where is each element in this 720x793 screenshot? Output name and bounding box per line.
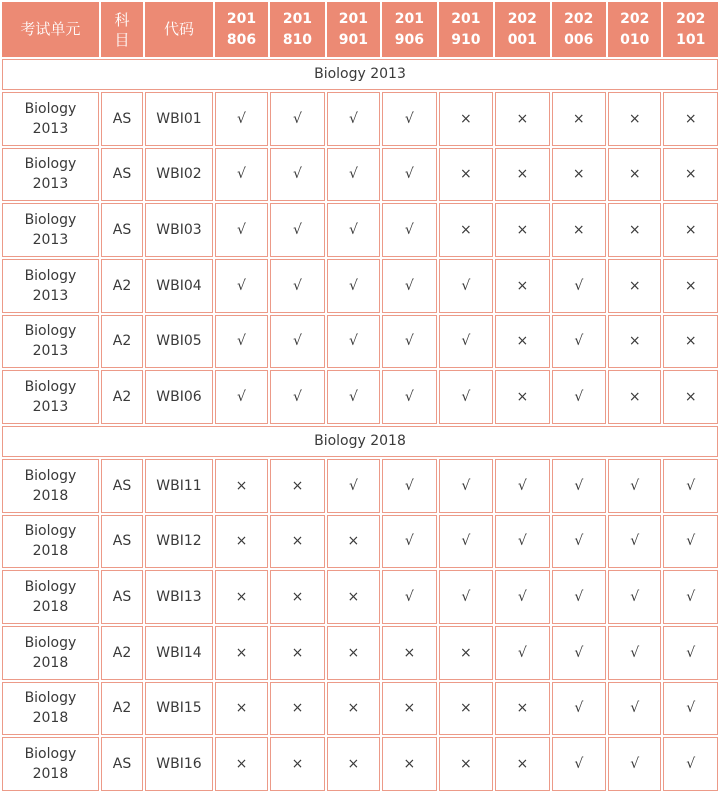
cell-code: WBI06 <box>145 370 213 424</box>
cell-unit-line: Biology <box>24 379 77 396</box>
cell-availability: √ <box>270 148 324 202</box>
cell-availability: √ <box>327 203 380 257</box>
cell-unit-line: 2018 <box>32 543 69 560</box>
cell-availability: √ <box>663 737 718 791</box>
cell-availability: √ <box>382 203 436 257</box>
cell-availability: × <box>663 203 718 257</box>
cell-unit-line: Biology <box>24 156 77 173</box>
cell-unit-line: 2013 <box>32 287 69 304</box>
cell-unit-line: Biology <box>24 323 77 340</box>
section-row <box>2 426 718 457</box>
cell-code: WBI12 <box>145 515 213 569</box>
cell-unit <box>2 370 99 424</box>
cell-unit-line: 2013 <box>32 399 69 416</box>
cell-availability: √ <box>552 737 606 791</box>
cell-availability: √ <box>552 626 606 680</box>
cell-unit <box>2 148 99 202</box>
cell-availability: × <box>495 315 549 369</box>
cell-availability: × <box>327 737 380 791</box>
header-session-part: 010 <box>620 31 650 48</box>
header-row <box>2 2 718 57</box>
table-row <box>2 570 718 624</box>
cell-availability: √ <box>382 570 436 624</box>
cell-availability: × <box>495 203 549 257</box>
section-title: Biology 2018 <box>2 426 718 457</box>
cell-availability: √ <box>215 148 268 202</box>
cell-availability: √ <box>495 515 549 569</box>
cell-availability: × <box>439 148 493 202</box>
header-session-part: 906 <box>394 31 424 48</box>
table-row <box>2 370 718 424</box>
cell-subject: AS <box>101 515 143 569</box>
cell-availability: √ <box>663 682 718 736</box>
cell-unit <box>2 315 99 369</box>
cell-availability: √ <box>327 459 380 513</box>
cell-availability: × <box>439 682 493 736</box>
table-row <box>2 682 718 736</box>
table-row <box>2 315 718 369</box>
cell-availability: × <box>215 682 268 736</box>
cell-availability: √ <box>327 315 380 369</box>
cell-unit <box>2 459 99 513</box>
header-session-part: 202 <box>507 10 537 27</box>
header-subject <box>101 2 143 57</box>
cell-availability: √ <box>382 515 436 569</box>
cell-availability: √ <box>663 570 718 624</box>
table-header <box>2 2 718 57</box>
cell-availability: × <box>495 92 549 146</box>
cell-unit <box>2 515 99 569</box>
table-row <box>2 737 718 791</box>
cell-availability: × <box>327 626 380 680</box>
cell-availability: × <box>215 737 268 791</box>
cell-availability: × <box>663 92 718 146</box>
header-session <box>552 2 606 57</box>
cell-availability: √ <box>382 259 436 313</box>
cell-unit-line: Biology <box>24 267 77 284</box>
header-session-part: 901 <box>338 31 369 48</box>
cell-availability: √ <box>663 459 718 513</box>
header-session-part: 202 <box>564 10 594 27</box>
cell-availability: √ <box>270 315 324 369</box>
cell-unit <box>2 570 99 624</box>
header-session <box>382 2 436 57</box>
cell-availability: √ <box>552 459 606 513</box>
cell-availability: × <box>327 682 380 736</box>
cell-availability: √ <box>663 626 718 680</box>
header-code: 代码 <box>145 2 213 57</box>
cell-availability: √ <box>552 370 606 424</box>
cell-availability: √ <box>495 459 549 513</box>
header-session <box>439 2 493 57</box>
cell-availability: × <box>495 737 549 791</box>
cell-unit-line: 2013 <box>32 232 69 249</box>
cell-availability: √ <box>439 259 493 313</box>
cell-subject: AS <box>101 92 143 146</box>
header-session-part: 101 <box>676 31 706 48</box>
cell-availability: × <box>327 515 380 569</box>
cell-availability: × <box>215 515 268 569</box>
cell-availability: × <box>552 92 606 146</box>
cell-availability: √ <box>270 370 324 424</box>
cell-unit <box>2 92 99 146</box>
cell-unit-line: 2018 <box>32 487 69 504</box>
cell-code: WBI02 <box>145 148 213 202</box>
cell-unit-line: Biology <box>24 467 77 484</box>
cell-availability: √ <box>215 259 268 313</box>
cell-code: WBI04 <box>145 259 213 313</box>
header-session <box>495 2 549 57</box>
cell-code: WBI14 <box>145 626 213 680</box>
cell-unit-line: Biology <box>24 634 77 651</box>
cell-code: WBI11 <box>145 459 213 513</box>
cell-unit-line: 2018 <box>32 766 69 783</box>
table-row <box>2 626 718 680</box>
cell-availability: × <box>270 459 324 513</box>
cell-availability: × <box>608 370 661 424</box>
cell-availability: √ <box>552 570 606 624</box>
header-session <box>270 2 324 57</box>
cell-unit <box>2 626 99 680</box>
header-session <box>608 2 661 57</box>
cell-availability: √ <box>327 259 380 313</box>
cell-unit-line: Biology <box>24 100 77 117</box>
cell-availability: × <box>495 370 549 424</box>
cell-availability: × <box>270 515 324 569</box>
header-session-part: 201 <box>338 10 369 27</box>
table-row <box>2 459 718 513</box>
table-row <box>2 203 718 257</box>
header-session-part: 806 <box>226 31 257 48</box>
header-session <box>215 2 268 57</box>
cell-unit <box>2 737 99 791</box>
header-session <box>663 2 718 57</box>
header-session-part: 201 <box>282 10 313 27</box>
cell-availability: √ <box>495 570 549 624</box>
cell-availability: × <box>382 737 436 791</box>
cell-availability: × <box>215 459 268 513</box>
header-session-part: 202 <box>620 10 650 27</box>
cell-unit-line: Biology <box>24 212 77 229</box>
cell-availability: × <box>439 626 493 680</box>
header-subject-text: 科目 <box>114 10 130 49</box>
table-row <box>2 259 718 313</box>
cell-code: WBI01 <box>145 92 213 146</box>
cell-availability: × <box>663 148 718 202</box>
cell-availability: × <box>270 626 324 680</box>
cell-availability: √ <box>439 370 493 424</box>
header-session-part: 006 <box>564 31 594 48</box>
header-session-part: 201 <box>394 10 424 27</box>
cell-availability: × <box>608 203 661 257</box>
cell-availability: √ <box>608 682 661 736</box>
header-session-part: 201 <box>226 10 257 27</box>
cell-availability: × <box>663 315 718 369</box>
cell-availability: √ <box>495 626 549 680</box>
cell-unit-line: 2018 <box>32 599 69 616</box>
cell-availability: √ <box>270 259 324 313</box>
cell-availability: √ <box>215 370 268 424</box>
cell-unit-line: Biology <box>24 523 77 540</box>
table-row <box>2 515 718 569</box>
cell-availability: √ <box>608 459 661 513</box>
cell-availability: × <box>495 148 549 202</box>
section-title: Biology 2013 <box>2 59 718 90</box>
cell-availability: × <box>382 626 436 680</box>
table-row <box>2 148 718 202</box>
cell-availability: √ <box>382 148 436 202</box>
cell-availability: √ <box>327 370 380 424</box>
header-session-part: 201 <box>451 10 481 27</box>
cell-availability: √ <box>439 459 493 513</box>
cell-availability: √ <box>552 315 606 369</box>
cell-availability: × <box>439 92 493 146</box>
cell-subject: A2 <box>101 626 143 680</box>
cell-subject: A2 <box>101 682 143 736</box>
cell-code: WBI16 <box>145 737 213 791</box>
cell-availability: × <box>663 259 718 313</box>
cell-unit-line: Biology <box>24 746 77 763</box>
header-session-part: 910 <box>451 31 481 48</box>
cell-availability: √ <box>215 315 268 369</box>
cell-availability: × <box>215 570 268 624</box>
cell-availability: √ <box>552 259 606 313</box>
cell-availability: √ <box>327 92 380 146</box>
cell-availability: × <box>608 92 661 146</box>
cell-unit-line: 2013 <box>32 176 69 193</box>
cell-availability: × <box>608 259 661 313</box>
cell-availability: × <box>215 626 268 680</box>
header-session-part: 001 <box>507 31 537 48</box>
cell-availability: √ <box>270 203 324 257</box>
cell-subject: AS <box>101 459 143 513</box>
cell-availability: × <box>439 203 493 257</box>
cell-unit-line: 2013 <box>32 120 69 137</box>
cell-subject: A2 <box>101 315 143 369</box>
cell-availability: × <box>270 737 324 791</box>
cell-availability: × <box>495 259 549 313</box>
cell-code: WBI13 <box>145 570 213 624</box>
cell-availability: × <box>270 570 324 624</box>
cell-availability: √ <box>608 515 661 569</box>
table-body <box>2 59 718 791</box>
cell-subject: AS <box>101 570 143 624</box>
cell-availability: √ <box>439 315 493 369</box>
cell-availability: √ <box>439 515 493 569</box>
cell-code: WBI05 <box>145 315 213 369</box>
cell-availability: × <box>495 682 549 736</box>
cell-code: WBI03 <box>145 203 213 257</box>
cell-availability: × <box>327 570 380 624</box>
table-row <box>2 92 718 146</box>
cell-availability: × <box>608 315 661 369</box>
cell-availability: × <box>270 682 324 736</box>
cell-availability: × <box>663 370 718 424</box>
cell-unit <box>2 203 99 257</box>
cell-availability: √ <box>382 459 436 513</box>
cell-subject: A2 <box>101 370 143 424</box>
cell-availability: √ <box>215 203 268 257</box>
cell-code: WBI15 <box>145 682 213 736</box>
header-unit: 考试单元 <box>2 2 99 57</box>
cell-availability: √ <box>608 570 661 624</box>
cell-subject: AS <box>101 148 143 202</box>
cell-availability: √ <box>382 315 436 369</box>
cell-availability: × <box>552 203 606 257</box>
cell-availability: √ <box>215 92 268 146</box>
cell-unit-line: 2013 <box>32 343 69 360</box>
header-session-part: 202 <box>676 10 706 27</box>
cell-availability: √ <box>663 515 718 569</box>
section-row <box>2 59 718 90</box>
cell-availability: √ <box>552 682 606 736</box>
cell-availability: √ <box>382 370 436 424</box>
cell-subject: AS <box>101 737 143 791</box>
cell-unit-line: 2018 <box>32 654 69 671</box>
cell-availability: √ <box>382 92 436 146</box>
cell-availability: × <box>552 148 606 202</box>
header-session-part: 810 <box>282 31 313 48</box>
cell-unit-line: Biology <box>24 690 77 707</box>
header-session <box>327 2 380 57</box>
cell-availability: × <box>608 148 661 202</box>
cell-availability: √ <box>552 515 606 569</box>
cell-subject: A2 <box>101 259 143 313</box>
cell-availability: × <box>382 682 436 736</box>
cell-unit <box>2 259 99 313</box>
cell-availability: × <box>439 737 493 791</box>
cell-unit-line: 2018 <box>32 710 69 727</box>
cell-unit <box>2 682 99 736</box>
cell-availability: √ <box>327 148 380 202</box>
cell-unit-line: Biology <box>24 579 77 596</box>
cell-availability: √ <box>270 92 324 146</box>
cell-availability: √ <box>608 626 661 680</box>
cell-subject: AS <box>101 203 143 257</box>
cell-availability: √ <box>439 570 493 624</box>
cell-availability: √ <box>608 737 661 791</box>
